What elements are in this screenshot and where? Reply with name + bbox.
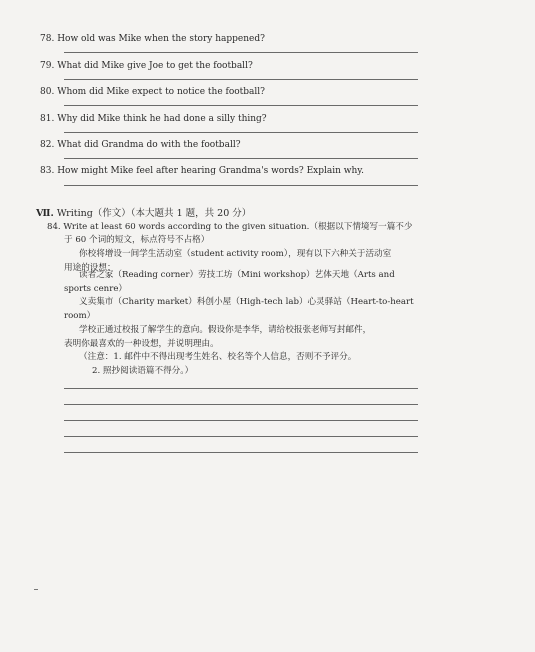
writing-notice-line: 2. 照抄阅读语篇不得分。） (92, 366, 194, 376)
question-text: Whom did Mike expect to notice the football? (57, 87, 265, 97)
section-title: Writing（作文）（本大题共 1 题，共 20 分） (56, 208, 252, 219)
question-82 (40, 140, 241, 151)
question-text: What did Grandma do with the football? (57, 140, 241, 150)
question-text: How old was Mike when the story happened? (57, 34, 265, 44)
writing-answer-line[interactable] (64, 420, 418, 421)
section-numeral: Ⅶ. (36, 208, 54, 219)
writing-answer-line[interactable] (64, 436, 418, 437)
answer-line[interactable] (64, 158, 418, 159)
writing-prompt-line: 学校正通过校报了解学生的意向。假设你是李华，请给校报张老师写封邮件， (79, 325, 372, 335)
answer-line[interactable] (64, 185, 418, 186)
question-number: 81. (40, 114, 55, 124)
writing-option-line: 义卖集市（Charity market）科创小屋（High-tech lab）心灵驿站（Heart-to-heart (79, 297, 414, 307)
writing-answer-line[interactable] (64, 452, 418, 453)
writing-option-line: sports cenre） (64, 284, 128, 294)
writing-prompt-line: 用途的设想： (64, 263, 116, 273)
question-text: How might Mike feel after hearing Grandma's words? Explain why. (57, 166, 365, 176)
question-79 (40, 61, 253, 72)
answer-line[interactable] (64, 52, 418, 53)
writing-prompt-line: 你校将增设一间学生活动室（student activity room），现有以下六种关于活动室 (79, 249, 392, 259)
answer-line[interactable] (64, 132, 418, 133)
question-number: 79. (40, 61, 55, 71)
question-78 (40, 34, 265, 45)
section-heading (36, 208, 251, 220)
question-number: 80. (40, 87, 55, 97)
writing-option-line: 读者之家（Reading corner）劳技工坊（Mini workshop）艺体天地（Arts and (79, 270, 395, 280)
question-81 (40, 114, 267, 125)
question-text: What did Mike give Joe to get the football? (57, 61, 253, 71)
question-number: 78. (40, 34, 55, 44)
answer-line[interactable] (64, 105, 418, 106)
writing-answer-line[interactable] (64, 404, 418, 405)
question-number: 83. (40, 166, 55, 176)
question-80 (40, 87, 265, 98)
writing-notice-line: （注意：1. 邮件中不得出现考生姓名、校名等个人信息，否则不予评分。 (79, 352, 357, 362)
question-number: 82. (40, 140, 55, 150)
writing-answer-line[interactable] (64, 388, 418, 389)
answer-line[interactable] (64, 79, 418, 80)
writing-prompt-line: 84. Write at least 60 words according to the given situation.（根据以下情境写一篇不少 (47, 222, 413, 232)
scan-speck (34, 589, 38, 590)
question-83 (40, 166, 364, 177)
writing-prompt-line: 于 60 个词的短文，标点符号不占格） (64, 235, 210, 245)
writing-option-line: room） (64, 311, 96, 321)
writing-prompt-line: 表明你最喜欢的一种设想，并说明理由。 (64, 339, 219, 349)
question-text: Why did Mike think he had done a silly thing? (57, 114, 267, 124)
